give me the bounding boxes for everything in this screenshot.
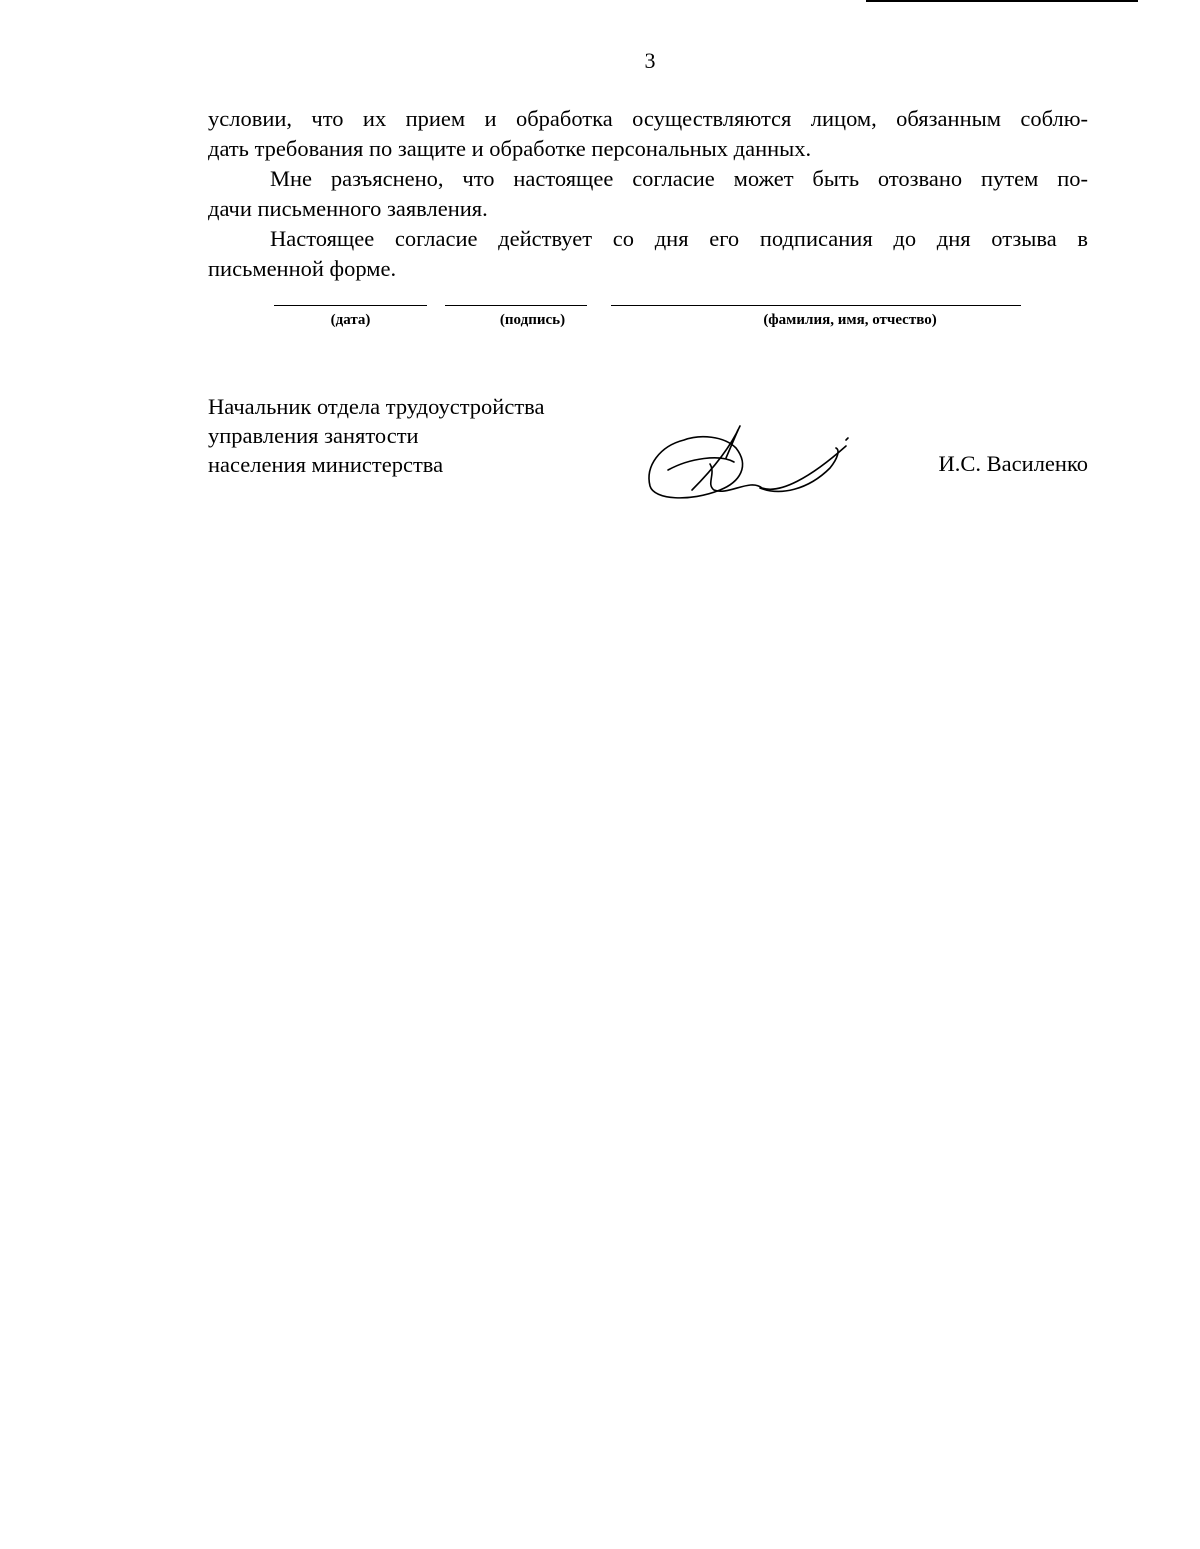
fullname-line: [611, 305, 1021, 306]
signature-label: (подпись): [499, 312, 566, 328]
paragraph-line: дачи письменного заявления.: [208, 196, 488, 221]
paragraph-line: дать требования по защите и обработке персональных данных.: [208, 136, 812, 161]
position-line: управления занятости: [208, 423, 419, 448]
paragraph-line: Мне разъяснено, что настоящее согласие может быть отозвано путем по-: [270, 166, 1088, 191]
official-position: [208, 392, 544, 479]
paragraph-3: [208, 224, 1088, 284]
signature-line: [445, 305, 587, 306]
position-line: Начальник отдела трудоустройства: [208, 394, 545, 419]
page-number: 3: [644, 48, 656, 73]
handwritten-signature: [640, 418, 860, 508]
fullname-label: (фамилия, имя, отчество): [763, 312, 937, 328]
paragraph-line: условии, что их прием и обработка осуществляются лицом, обязанным соблю-: [208, 106, 1088, 131]
date-line: [274, 305, 427, 306]
paragraph-line: Настоящее согласие действует со дня его подписания до дня отзыва в: [270, 226, 1088, 251]
position-line: населения министерства: [208, 452, 444, 477]
date-label: (дата): [330, 312, 371, 328]
official-name: И.С. Василенко: [938, 451, 1088, 476]
paragraph-1: [208, 104, 1088, 164]
body-text: [208, 104, 1088, 284]
top-rule: [866, 0, 1138, 2]
paragraph-2: [208, 164, 1088, 224]
paragraph-line: письменной форме.: [208, 256, 397, 281]
